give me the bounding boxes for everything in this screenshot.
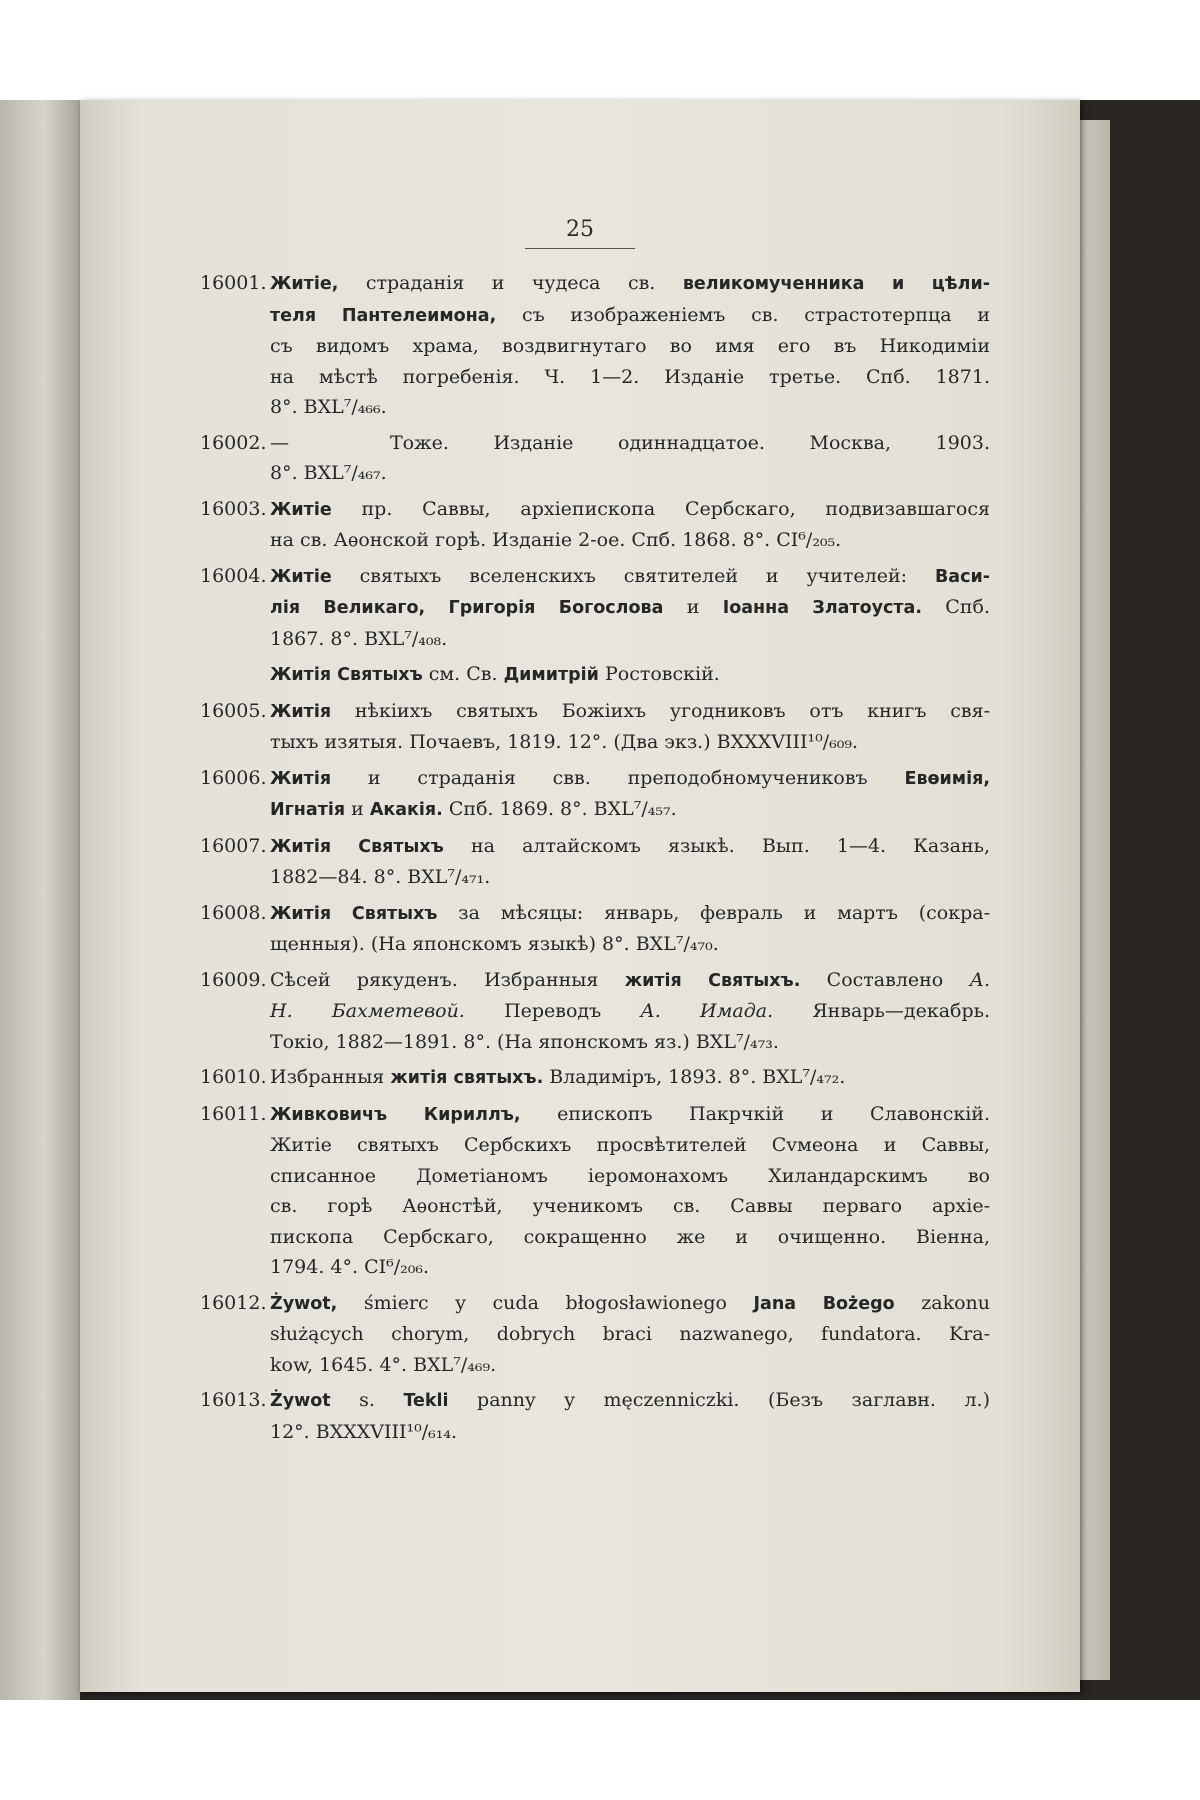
plain-text: Спб. 1869. 8°. BXL⁷/₄₅₇. bbox=[442, 798, 677, 820]
entry-text bbox=[270, 696, 990, 758]
entry-text bbox=[270, 428, 990, 489]
catalog-entry bbox=[200, 898, 990, 960]
plain-text: Январь—декабрь. bbox=[773, 1000, 991, 1022]
catalog-entries bbox=[200, 268, 990, 1452]
bold-text: житія Святыхъ. bbox=[624, 970, 801, 991]
entry-line bbox=[270, 763, 990, 795]
plain-text: пр. Саввы, архіепископа Сербскаго, подвизавшагося bbox=[331, 497, 990, 520]
book-page bbox=[80, 100, 1080, 1692]
entry-line bbox=[270, 268, 990, 300]
plain-text: kow, 1645. 4°. BXL⁷/₄₆₉. bbox=[270, 1353, 497, 1376]
bold-text: Житіе, bbox=[270, 274, 339, 294]
bold-text: великомученника и цѣли- bbox=[682, 274, 990, 294]
plain-text: на мѣстѣ погребенія. Ч. 1—2. Изданіе третье. Спб. 1871. bbox=[270, 365, 990, 388]
plain-text: и страданія свв. преподобномучениковъ bbox=[331, 766, 905, 789]
catalog-entry bbox=[200, 1385, 990, 1447]
facing-page-edge bbox=[0, 100, 80, 1700]
bold-text: Димитрій bbox=[503, 665, 599, 685]
plain-text: св. горѣ Аѳонстѣй, ученикомъ св. Саввы перваго архіе- bbox=[270, 1195, 990, 1217]
catalog-entry bbox=[200, 763, 990, 826]
bold-text: Евѳимія, bbox=[904, 768, 990, 789]
entry-text bbox=[270, 659, 990, 691]
entry-line bbox=[270, 659, 990, 691]
page-number: 25 bbox=[566, 217, 594, 242]
entry-line bbox=[270, 727, 990, 758]
bold-text: Житія Святыхъ bbox=[270, 903, 438, 924]
catalog-entry bbox=[200, 1288, 990, 1381]
bold-text: Житіе bbox=[270, 499, 332, 520]
catalog-entry bbox=[200, 965, 990, 1058]
entry-text bbox=[270, 1099, 990, 1283]
entry-text bbox=[270, 561, 990, 655]
plain-text: Избранныя bbox=[270, 1066, 391, 1088]
entry-line bbox=[270, 929, 990, 960]
plain-text: s. bbox=[330, 1389, 404, 1411]
page-stack-edge bbox=[1080, 120, 1110, 1680]
entry-number: 16004. bbox=[200, 564, 267, 587]
plain-text: 12°. BXXXVIII¹⁰/₆₁₄. bbox=[270, 1420, 458, 1443]
plain-text: страданія и чудеса св. bbox=[338, 272, 683, 294]
plain-text: 1867. 8°. BXL⁷/₄₀₈. bbox=[270, 627, 448, 650]
entry-line bbox=[270, 1385, 990, 1417]
entry-line bbox=[270, 898, 990, 930]
bold-text: Акакія. bbox=[369, 800, 443, 820]
plain-text: епископъ Пакрчкій и Славонскій. bbox=[520, 1102, 990, 1125]
entry-line bbox=[270, 624, 990, 655]
entry-line bbox=[270, 561, 990, 593]
plain-text: тыхъ изятыя. Почаевъ, 1819. 12°. (Два экз.) BXXXVIII¹⁰/₆₀₉. bbox=[270, 731, 858, 753]
entry-line bbox=[270, 592, 990, 624]
catalog-entry bbox=[200, 659, 990, 691]
plain-text: śmierc y cuda błogosławionego bbox=[337, 1291, 754, 1314]
entry-line bbox=[270, 794, 990, 826]
entry-line bbox=[270, 1417, 990, 1448]
entry-number: 16009. bbox=[200, 968, 267, 991]
entry-line bbox=[270, 1130, 990, 1161]
plain-text: списанное Дометіаномъ іеромонахомъ Хиландарскимъ во bbox=[270, 1164, 990, 1187]
bold-text: Żywot bbox=[270, 1391, 331, 1411]
entry-number: 16003. bbox=[200, 497, 267, 520]
entry-line bbox=[270, 362, 990, 393]
entry-line bbox=[270, 1062, 990, 1094]
entry-line bbox=[270, 525, 990, 556]
entry-line bbox=[270, 1222, 990, 1253]
entry-number: 16002. bbox=[200, 431, 267, 454]
plain-text: см. Св. bbox=[422, 663, 504, 685]
bold-text: Житіе bbox=[270, 566, 332, 587]
entry-line bbox=[270, 996, 990, 1027]
plain-text: пископа Сербскаго, сокращенно же и очищенно. Віенна, bbox=[270, 1225, 990, 1248]
catalog-entry bbox=[200, 268, 990, 423]
bold-text: Tekli bbox=[403, 1391, 449, 1411]
plain-text: Сѣсей рякуденъ. Избранныя bbox=[270, 968, 625, 991]
catalog-entry bbox=[200, 428, 990, 489]
entry-line bbox=[270, 1319, 990, 1350]
entry-line bbox=[270, 1350, 990, 1381]
entry-line bbox=[270, 1288, 990, 1320]
catalog-entry bbox=[200, 831, 990, 893]
bold-text: Житія bbox=[270, 701, 332, 722]
bold-text: Jana Bożego bbox=[753, 1293, 895, 1314]
entry-number: 16008. bbox=[200, 901, 267, 924]
plain-text: за мѣсяцы: январь, февраль и мартъ (сокра- bbox=[437, 901, 990, 924]
catalog-entry bbox=[200, 696, 990, 758]
plain-text: 1794. 4°. CI⁶/₂₀₆. bbox=[270, 1256, 430, 1278]
plain-text: 8°. BXL⁷/₄₆₆. bbox=[270, 396, 387, 418]
catalog-entry bbox=[200, 494, 990, 556]
entry-number: 16013. bbox=[200, 1389, 267, 1411]
entry-text bbox=[270, 1385, 990, 1447]
plain-text: Переводъ bbox=[464, 1000, 641, 1022]
plain-text: и bbox=[663, 596, 723, 618]
plain-text: на алтайскомъ языкѣ. Вып. 1—4. Казань, bbox=[443, 834, 990, 857]
entry-line bbox=[270, 965, 990, 997]
plain-text: святыхъ вселенскихъ святителей и учителей: bbox=[331, 564, 935, 587]
plain-text: на св. Аѳонской горѣ. Изданіе 2-ое. Спб. 1868. 8°. CI⁶/₂₀₅. bbox=[270, 529, 842, 551]
bold-text: Житія Святыхъ bbox=[270, 665, 423, 685]
entry-line bbox=[270, 300, 990, 332]
entry-number: 16011. bbox=[200, 1102, 267, 1125]
bold-text: Игнатія bbox=[270, 800, 346, 820]
entry-text bbox=[270, 763, 990, 826]
plain-text: panny y męczenniczki. (Безъ заглавн. л.) bbox=[448, 1389, 990, 1411]
plain-text: щенныя). (На японскомъ языкѣ) 8°. BXL⁷/₄₇₀. bbox=[270, 933, 719, 955]
plain-text: нѣкіихъ святыхъ Божіихъ угодниковъ отъ книгъ свя- bbox=[331, 699, 990, 722]
entry-line bbox=[270, 696, 990, 728]
bold-text: житія святыхъ. bbox=[390, 1068, 544, 1088]
catalog-entry bbox=[200, 561, 990, 655]
entry-line bbox=[270, 494, 990, 526]
entry-text bbox=[270, 831, 990, 893]
plain-text: zakonu bbox=[894, 1291, 990, 1314]
plain-text: Житіе святыхъ Сербскихъ просвѣтителей Сvмеона и Саввы, bbox=[270, 1134, 990, 1156]
plain-text: съ видомъ храма, воздвигнутаго во имя его въ Никодиміи bbox=[270, 335, 990, 357]
entry-text bbox=[270, 268, 990, 423]
entry-line bbox=[270, 1099, 990, 1131]
entry-line bbox=[270, 1027, 990, 1058]
entry-line bbox=[270, 862, 990, 893]
entry-text bbox=[270, 1062, 990, 1094]
entry-number: 16007. bbox=[200, 834, 267, 857]
plain-text: Владиміръ, 1893. 8°. BXL⁷/₄₇₂. bbox=[543, 1066, 846, 1088]
bold-text: Żywot, bbox=[270, 1293, 338, 1314]
entry-text bbox=[270, 898, 990, 960]
italic-text: Н. Бахметевой. bbox=[270, 1000, 465, 1022]
entry-number: 16001. bbox=[200, 272, 267, 294]
plain-text: и bbox=[345, 798, 370, 820]
entry-line bbox=[270, 428, 990, 459]
entry-line bbox=[270, 1161, 990, 1192]
plain-text: Тоже. Изданіе одиннадцатое. Москва, 1903. bbox=[390, 431, 990, 454]
entry-number: 16005. bbox=[200, 699, 267, 722]
entry-text bbox=[270, 1288, 990, 1381]
plain-text: Ростовскій. bbox=[598, 663, 720, 685]
bold-text: теля Пантелеимона, bbox=[270, 305, 497, 326]
entry-line bbox=[270, 1252, 990, 1283]
plain-text: съ изображеніемъ св. страстотерпца и bbox=[496, 303, 990, 326]
catalog-entry bbox=[200, 1062, 990, 1094]
catalog-entry bbox=[200, 1099, 990, 1283]
plain-text: Токіо, 1882—1891. 8°. (На японскомъ яз.) BXL⁷/₄₇₃. bbox=[270, 1030, 779, 1053]
entry-line bbox=[270, 458, 990, 489]
plain-text: służących chorym, dobrych braci nazwanego, fundatora. Kra- bbox=[270, 1323, 990, 1345]
plain-text: Составлено bbox=[800, 968, 970, 991]
entry-number: 16006. bbox=[200, 766, 267, 789]
bold-text: Житія bbox=[270, 768, 332, 789]
bold-text: Іоанна Златоуста. bbox=[722, 598, 922, 618]
entry-text bbox=[270, 494, 990, 556]
plain-text: 1882—84. 8°. BXL⁷/₄₇₁. bbox=[270, 866, 491, 888]
bold-text: лія Великаго, Григорія Богослова bbox=[270, 598, 664, 618]
entry-line bbox=[270, 831, 990, 863]
ditto-dash: — bbox=[270, 431, 289, 454]
bold-text: Живковичъ Кириллъ, bbox=[270, 1104, 521, 1125]
bold-text: Васи- bbox=[934, 566, 990, 587]
bold-text: Житія Святыхъ bbox=[270, 836, 444, 857]
italic-text: А. bbox=[969, 968, 990, 991]
plain-text: Спб. bbox=[922, 596, 990, 618]
entry-number: 16010. bbox=[200, 1066, 267, 1088]
italic-text: А. Имада. bbox=[640, 1000, 774, 1022]
plain-text: 8°. BXL⁷/₄₆₇. bbox=[270, 462, 387, 484]
entry-number: 16012. bbox=[200, 1291, 267, 1314]
entry-line bbox=[270, 392, 990, 423]
page-number-rule bbox=[525, 248, 635, 249]
entry-text bbox=[270, 965, 990, 1058]
entry-line bbox=[270, 331, 990, 362]
entry-line bbox=[270, 1191, 990, 1222]
